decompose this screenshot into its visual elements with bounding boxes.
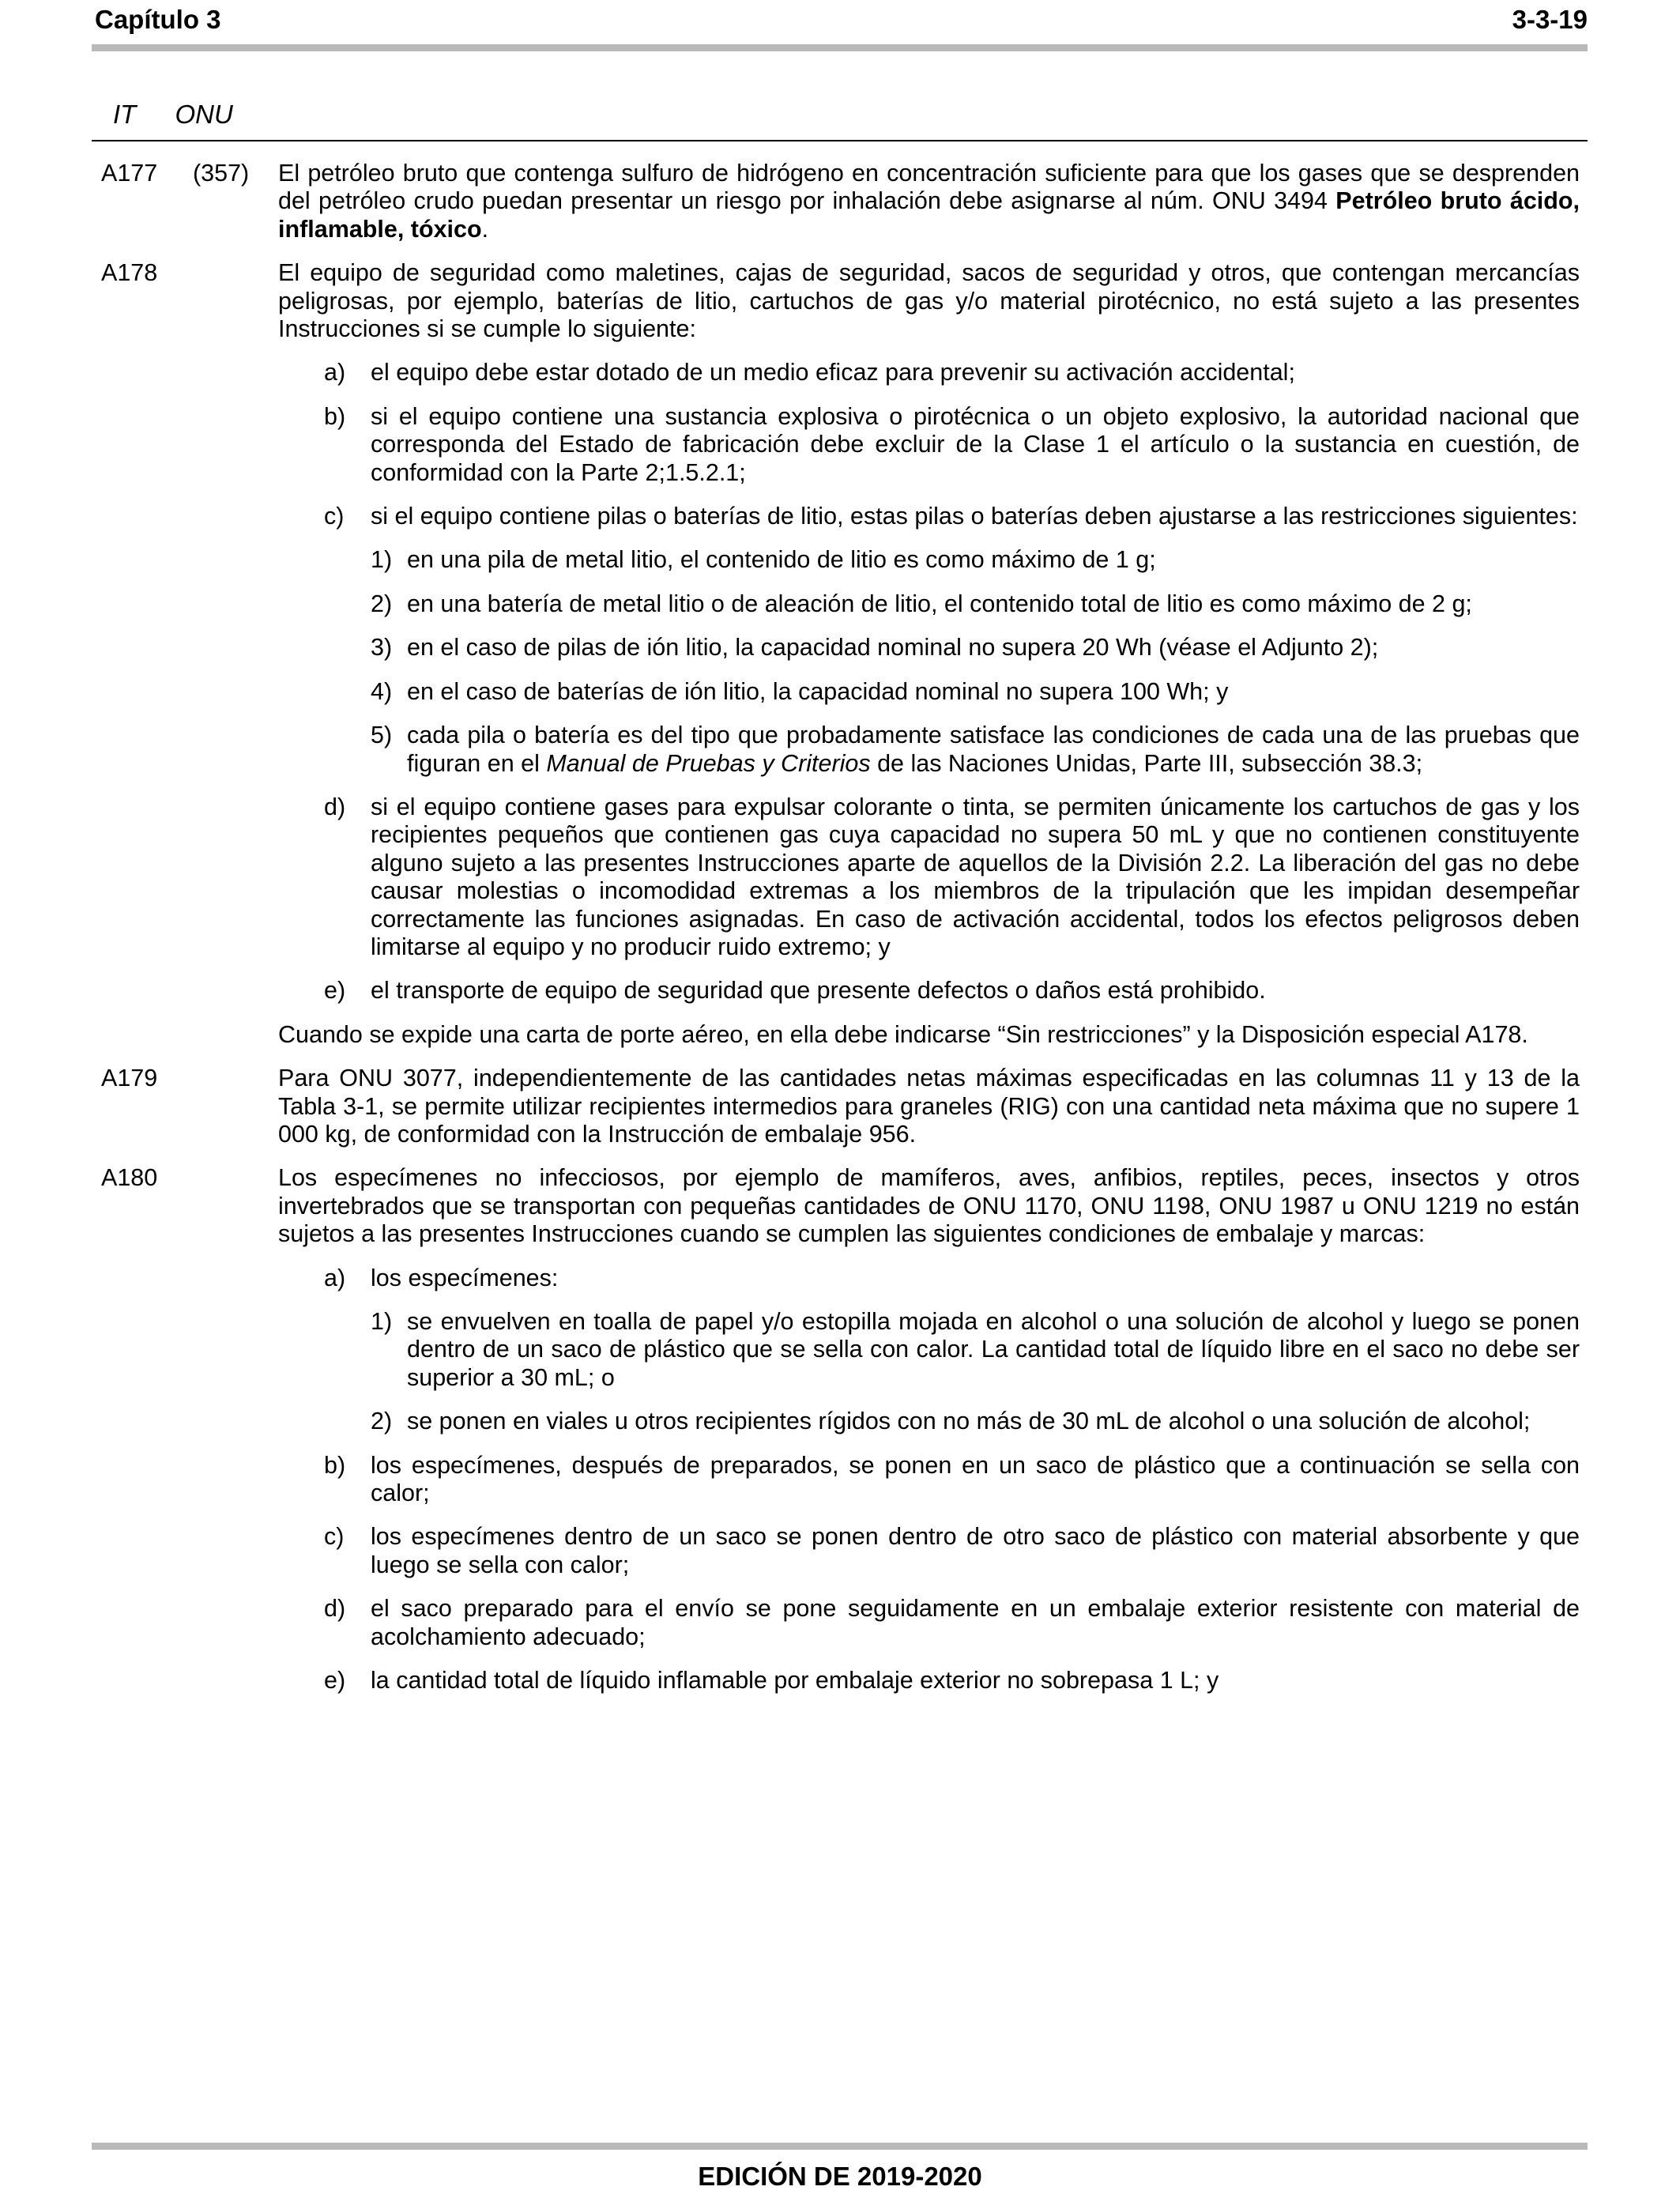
column-headings xyxy=(113,100,233,130)
list-item-text: si el equipo contiene una sustancia explosiva o pirotécnica o un objeto explosivo, la autoridad nacional que corresponda del Estado de fabricación debe excluir de la Clase 1 el artículo o la sustancia en cuestión, de conformidad con la Parte 2;1.5.2.1; xyxy=(371,402,1580,486)
provision-un-number: (357) xyxy=(193,160,250,187)
spacer xyxy=(278,1005,1580,1021)
provision-a179 xyxy=(101,1065,1580,1148)
list-item xyxy=(278,1595,1580,1651)
provision-a178 xyxy=(101,259,1580,1049)
manual-title-italic: Manual de Pruebas y Criterios xyxy=(546,749,871,777)
list-item-label: c) xyxy=(324,503,345,530)
list-item-label: b) xyxy=(324,402,346,430)
sub-item-text-a: cada pila o batería es del tipo que probadamente satisface las condiciones de cada una de las pruebas que figuran en el xyxy=(407,722,1580,777)
sub-item xyxy=(278,546,1580,574)
column-heading-rule xyxy=(92,140,1588,141)
page-header xyxy=(95,5,1588,36)
header-rule xyxy=(92,44,1588,51)
page-number: 3-3-19 xyxy=(1512,5,1588,34)
sub-item xyxy=(278,678,1580,706)
sub-item-text: en el caso de pilas de ión litio, la capacidad nominal no supera 20 Wh (véase el Adjunto 2); xyxy=(407,634,1379,662)
provision-text-end: . xyxy=(481,215,489,243)
list-item xyxy=(278,1523,1580,1579)
column-onu-label: ONU xyxy=(175,100,233,129)
sub-item-text xyxy=(407,722,1580,778)
provision-text-plain: El petróleo bruto que contenga sulfuro de hidrógeno en concentración suficiente para que los gases que se desprenden del petróleo crudo puedan presentar un riesgo por inhalación debe asignarse al núm. ONU 3494 xyxy=(278,160,1580,215)
list-item xyxy=(278,1667,1580,1695)
sub-item-label: 4) xyxy=(371,677,393,705)
list-item-text: los especímenes, después de preparados, se ponen en un saco de plástico que a continuación se sella con calor; xyxy=(371,1451,1580,1507)
sub-item-label: 3) xyxy=(371,634,393,662)
chapter-title: Capítulo 3 xyxy=(95,5,221,34)
sub-item-text: en el caso de baterías de ión litio, la capacidad nominal no supera 100 Wh; y xyxy=(407,677,1229,705)
list-item-label: d) xyxy=(324,793,346,820)
list-item xyxy=(278,359,1580,386)
sub-item-text: se envuelven en toalla de papel y/o estopilla mojada en alcohol o una solución de alcohol y luego se ponen dentro de un saco de plástico que se sella con calor. La cantidad total de líquido libre en el saco no debe ser superior a 30 mL; o xyxy=(407,1308,1580,1391)
list-item-label: e) xyxy=(324,1667,346,1695)
list-item xyxy=(278,403,1580,487)
sub-item-label: 1) xyxy=(371,1308,393,1335)
sub-item-text: en una pila de metal litio, el contenido de litio es como máximo de 1 g; xyxy=(407,546,1156,574)
list-item-label: e) xyxy=(324,977,346,1005)
list-item-text: los especímenes dentro de un saco se ponen dentro de otro saco de plástico con material absorbente y que luego se sella con calor; xyxy=(371,1523,1580,1578)
list-item-label: a) xyxy=(324,359,346,386)
provision-text-bold: Petróleo bruto ácido, inflamable, tóxico xyxy=(278,187,1580,243)
column-it-label: IT xyxy=(113,100,137,129)
document-body xyxy=(101,160,1580,1710)
sub-item xyxy=(278,722,1580,778)
list-item-label: b) xyxy=(324,1451,346,1479)
list-item-text: el transporte de equipo de seguridad que presente defectos o daños está prohibido. xyxy=(371,977,1266,1005)
sub-item-text-b: de las Naciones Unidas, Parte III, subsección 38.3; xyxy=(870,749,1423,777)
sub-item xyxy=(278,634,1580,662)
provision-code: A179 xyxy=(101,1065,158,1092)
list-item-label: a) xyxy=(324,1264,346,1291)
list-item-label: d) xyxy=(324,1595,346,1623)
provision-text: Para ONU 3077, independientemente de las cantidades netas máximas especificadas en las columnas 11 y 13 de la Tabla 3-1, se permite utilizar recipientes intermedios para graneles (RIG) con una cantidad neta máxima que no supere 1 000 kg, de conformidad con la Instrucción de embalaje 956. xyxy=(278,1065,1580,1148)
sub-item xyxy=(278,1308,1580,1392)
list-item xyxy=(278,503,1580,530)
list-item xyxy=(278,1452,1580,1508)
provision-intro: Los especímenes no infecciosos, por ejemplo de mamíferos, aves, anfibios, reptiles, peces, insectos y otros invertebrados que se transportan con pequeñas cantidades de ONU 1170, ONU 1198, ONU 1987 u ONU 1219 no están sujetos a las presentes Instrucciones cuando se cumplen las siguientes condiciones de embalaje y marcas: xyxy=(278,1164,1580,1248)
sub-item-label: 5) xyxy=(371,722,393,749)
sub-item-label: 2) xyxy=(371,590,393,617)
sub-item-label: 2) xyxy=(371,1408,393,1435)
provision-code: A180 xyxy=(101,1164,158,1192)
list-item-label: c) xyxy=(324,1523,345,1551)
provision-code: A177 xyxy=(101,160,158,187)
provision-text xyxy=(278,160,1580,243)
sub-item xyxy=(278,590,1580,618)
list-item-text: si el equipo contiene pilas o baterías de litio, estas pilas o baterías deben ajustarse a las restricciones siguientes: xyxy=(371,503,1578,530)
list-item xyxy=(278,1265,1580,1292)
sub-item xyxy=(278,1408,1580,1435)
edition-footer: EDICIÓN DE 2019-2020 xyxy=(698,2162,982,2191)
provision-a180 xyxy=(101,1164,1580,1695)
footer-rule xyxy=(92,2143,1588,2150)
sub-item-text: se ponen en viales u otros recipientes rígidos con no más de 30 mL de alcohol o una solución de alcohol; xyxy=(407,1408,1531,1435)
provision-closing: Cuando se expide una carta de porte aéreo, en ella debe indicarse “Sin restricciones” y la Disposición especial A178. xyxy=(278,1020,1528,1048)
list-item-text: si el equipo contiene gases para expulsar colorante o tinta, se permiten únicamente los cartuchos de gas y los recipientes pequeños que contienen gas cuya capacidad no supera 50 mL y que no contienen constituyente alguno sujeto a las presentes Instrucciones aparte de aquellos de la División 2.2. La liberación del gas no debe causar molestias o incomodidad extremas a los miembros de la tripulación que les impidan desempeñar correctamente las funciones asignadas. En caso de activación accidental, todos los efectos peligrosos deben limitarse al equipo y no producir ruido extremo; y xyxy=(371,793,1580,960)
sub-item-text: en una batería de metal litio o de aleación de litio, el contenido total de litio es como máximo de 2 g; xyxy=(407,590,1472,617)
sub-item-label: 1) xyxy=(371,546,393,574)
list-item-text: la cantidad total de líquido inflamable por embalaje exterior no sobrepasa 1 L; y xyxy=(371,1667,1219,1695)
list-item-text: el saco preparado para el envío se pone seguidamente en un embalaje exterior resistente con material de acolchamiento adecuado; xyxy=(371,1595,1580,1650)
provision-intro: El equipo de seguridad como maletines, cajas de seguridad, sacos de seguridad y otros, que contengan mercancías peligrosas, por ejemplo, baterías de litio, cartuchos de gas y/o material pirotécnico, no está sujeto a las presentes Instrucciones si se cumple lo siguiente: xyxy=(278,259,1580,343)
list-item xyxy=(278,977,1580,1005)
list-item-text: los especímenes: xyxy=(371,1264,559,1291)
provision-code: A178 xyxy=(101,259,158,287)
provision-a177 xyxy=(101,160,1580,243)
list-item xyxy=(278,794,1580,961)
list-item-text: el equipo debe estar dotado de un medio eficaz para prevenir su activación accidental; xyxy=(371,359,1295,386)
